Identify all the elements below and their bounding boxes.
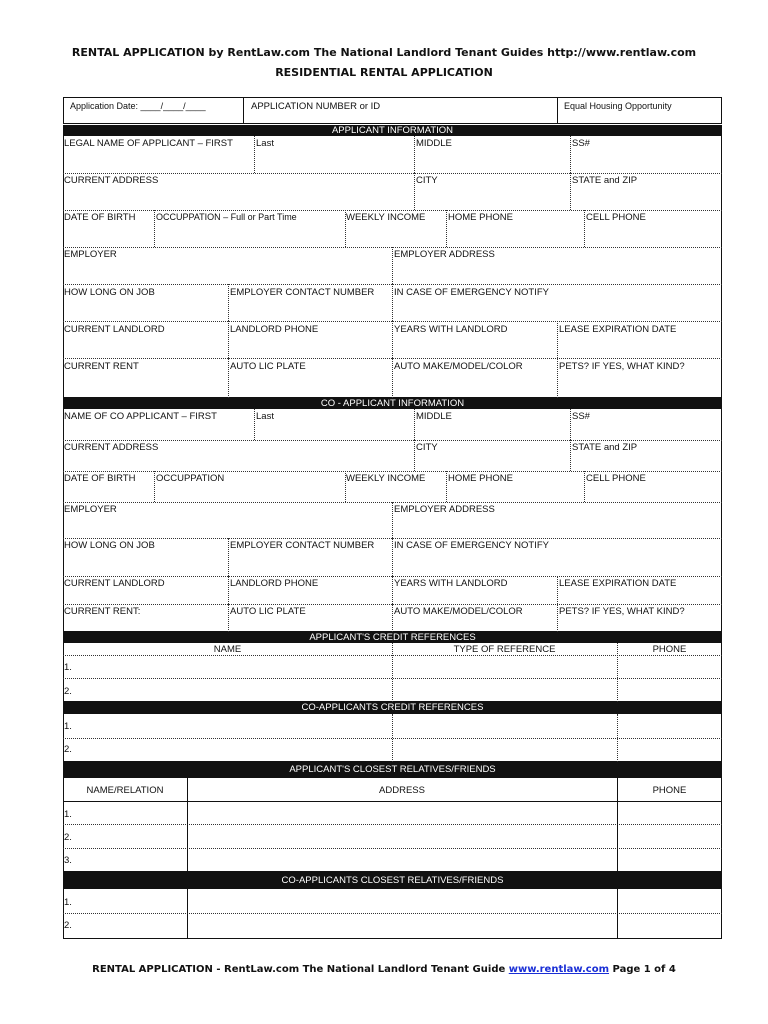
co-landlord-phone-field[interactable]: LANDLORD PHONE bbox=[230, 578, 319, 589]
document-subtitle: RESIDENTIAL RENTAL APPLICATION bbox=[275, 66, 493, 79]
cell-divider bbox=[392, 714, 393, 762]
co-auto-make-field[interactable]: AUTO MAKE/MODEL/COLOR bbox=[394, 606, 523, 617]
cell-divider bbox=[392, 247, 393, 284]
cell-divider bbox=[570, 136, 571, 173]
cell-divider bbox=[446, 471, 447, 502]
employer-address-field[interactable]: EMPLOYER ADDRESS bbox=[394, 249, 495, 260]
footer-page-number: Page 1 of 4 bbox=[612, 964, 676, 975]
landlord-phone-field[interactable]: LANDLORD PHONE bbox=[230, 324, 319, 335]
relative-row-1[interactable]: 1. bbox=[64, 809, 72, 820]
section-co-applicant-information: CO - APPLICANT INFORMATION bbox=[63, 398, 722, 409]
cell-divider bbox=[228, 358, 229, 398]
cell-divider bbox=[414, 173, 415, 210]
cell-divider bbox=[557, 604, 558, 632]
cell-divider bbox=[584, 210, 585, 247]
cell-divider bbox=[154, 471, 155, 502]
col-header-type: TYPE OF REFERENCE bbox=[453, 644, 556, 655]
row-separator bbox=[63, 440, 722, 441]
cell-divider bbox=[392, 284, 393, 321]
cell-divider bbox=[414, 136, 415, 173]
credit-ref-row-1[interactable]: 1. bbox=[64, 662, 72, 673]
how-long-on-job-field[interactable]: HOW LONG ON JOB bbox=[64, 287, 155, 298]
co-employer-contact-field[interactable]: EMPLOYER CONTACT NUMBER bbox=[230, 540, 375, 551]
relative-row-3[interactable]: 3. bbox=[64, 855, 72, 866]
cell-divider bbox=[228, 576, 229, 604]
cell-divider bbox=[392, 502, 393, 538]
cell-divider bbox=[228, 604, 229, 632]
co-relative-row-1[interactable]: 1. bbox=[64, 897, 72, 908]
cell-divider bbox=[570, 440, 571, 471]
cell-divider bbox=[557, 576, 558, 604]
row-separator bbox=[63, 913, 722, 914]
co-weekly-income-field[interactable]: WEEKLY INCOME bbox=[346, 473, 426, 484]
co-lease-expiration-field[interactable]: LEASE EXPIRATION DATE bbox=[559, 578, 677, 589]
section-applicant-information: APPLICANT INFORMATION bbox=[63, 125, 722, 136]
cell-divider bbox=[392, 604, 393, 632]
co-occupation-field[interactable]: OCCUPPATION bbox=[156, 473, 225, 484]
cell-divider bbox=[414, 409, 415, 440]
weekly-income-field[interactable]: WEEKLY INCOME bbox=[346, 212, 426, 223]
co-current-landlord-field[interactable]: CURRENT LANDLORD bbox=[64, 578, 165, 589]
co-relative-row-2[interactable]: 2. bbox=[64, 920, 72, 931]
cell-divider bbox=[557, 358, 558, 398]
col-header-phone: PHONE bbox=[652, 644, 687, 655]
col-header-name-relation: NAME/RELATION bbox=[86, 785, 164, 796]
co-years-with-landlord-field[interactable]: YEARS WITH LANDLORD bbox=[394, 578, 508, 589]
cell-divider bbox=[187, 889, 188, 939]
co-auto-plate-field[interactable]: AUTO LIC PLATE bbox=[230, 606, 306, 617]
employer-field[interactable]: EMPLOYER bbox=[64, 249, 117, 260]
cell-divider bbox=[392, 538, 393, 576]
lease-expiration-field[interactable]: LEASE EXPIRATION DATE bbox=[559, 324, 677, 335]
co-city-field[interactable]: CITY bbox=[416, 442, 438, 453]
pets-field[interactable]: PETS? IF YES, WHAT KIND? bbox=[559, 361, 685, 372]
co-credit-ref-row-2[interactable]: 2. bbox=[64, 744, 72, 755]
state-zip-field[interactable]: STATE and ZIP bbox=[572, 175, 638, 186]
co-ssn-field[interactable]: SS# bbox=[572, 411, 590, 422]
date-of-birth-field[interactable]: DATE OF BIRTH bbox=[64, 212, 136, 223]
col-header-address: ADDRESS bbox=[379, 785, 425, 796]
co-employer-address-field[interactable]: EMPLOYER ADDRESS bbox=[394, 504, 495, 515]
co-last-name-field[interactable]: Last bbox=[256, 411, 274, 422]
divider bbox=[557, 97, 558, 124]
footer-text: RENTAL APPLICATION - RentLaw.com The National Landlord Tenant Guide bbox=[92, 964, 506, 975]
cell-divider bbox=[254, 409, 255, 440]
current-address-field[interactable]: CURRENT ADDRESS bbox=[64, 175, 159, 186]
home-phone-field[interactable]: HOME PHONE bbox=[448, 212, 513, 223]
section-credit-references: APPLICANT'S CREDIT REFERENCES bbox=[63, 632, 722, 643]
section-co-credit-references: CO-APPLICANTS CREDIT REFERENCES bbox=[63, 702, 722, 714]
city-field[interactable]: CITY bbox=[416, 175, 438, 186]
occupation-field[interactable]: OCCUPPATION – Full or Part Time bbox=[156, 212, 297, 222]
cell-divider bbox=[617, 714, 618, 762]
footer-link[interactable]: www.rentlaw.com bbox=[508, 964, 610, 975]
current-landlord-field[interactable]: CURRENT LANDLORD bbox=[64, 324, 165, 335]
divider bbox=[243, 97, 244, 124]
cell-divider bbox=[557, 321, 558, 358]
auto-make-field[interactable]: AUTO MAKE/MODEL/COLOR bbox=[394, 361, 523, 372]
years-with-landlord-field[interactable]: YEARS WITH LANDLORD bbox=[394, 324, 508, 335]
document-title: RENTAL APPLICATION by RentLaw.com The National Landlord Tenant Guides http://www.rentlaw.com bbox=[71, 46, 697, 59]
credit-ref-row-2[interactable]: 2. bbox=[64, 686, 72, 697]
row-separator bbox=[63, 801, 722, 802]
cell-divider bbox=[254, 136, 255, 173]
cell-divider bbox=[392, 358, 393, 398]
row-separator bbox=[63, 471, 722, 472]
co-date-of-birth-field[interactable]: DATE OF BIRTH bbox=[64, 473, 136, 484]
co-home-phone-field[interactable]: HOME PHONE bbox=[448, 473, 513, 484]
cell-divider bbox=[446, 210, 447, 247]
co-credit-ref-row-1[interactable]: 1. bbox=[64, 721, 72, 732]
auto-plate-field[interactable]: AUTO LIC PLATE bbox=[230, 361, 306, 372]
co-cell-phone-field[interactable]: CELL PHONE bbox=[586, 473, 646, 484]
co-employer-field[interactable]: EMPLOYER bbox=[64, 504, 117, 515]
page-footer bbox=[0, 964, 768, 975]
cell-divider bbox=[392, 321, 393, 358]
cell-divider bbox=[392, 576, 393, 604]
last-name-field[interactable]: Last bbox=[256, 138, 274, 149]
cell-divider bbox=[570, 173, 571, 210]
row-separator bbox=[63, 210, 722, 211]
section-co-relatives: CO-APPLICANTS CLOSEST RELATIVES/FRIENDS bbox=[63, 872, 722, 889]
cell-divider bbox=[414, 440, 415, 471]
employer-contact-field[interactable]: EMPLOYER CONTACT NUMBER bbox=[230, 287, 375, 298]
legal-name-first-field[interactable]: LEGAL NAME OF APPLICANT – FIRST bbox=[64, 138, 233, 149]
cell-divider bbox=[154, 210, 155, 247]
co-name-first-field[interactable]: NAME OF CO APPLICANT – FIRST bbox=[64, 411, 217, 422]
co-current-rent-field[interactable]: CURRENT RENT: bbox=[64, 606, 141, 617]
co-middle-name-field[interactable]: MIDDLE bbox=[416, 411, 452, 422]
cell-divider bbox=[228, 284, 229, 321]
cell-divider bbox=[228, 538, 229, 576]
co-state-zip-field[interactable]: STATE and ZIP bbox=[572, 442, 638, 453]
current-rent-field[interactable]: CURRENT RENT bbox=[64, 361, 139, 372]
middle-name-field[interactable]: MIDDLE bbox=[416, 138, 452, 149]
cell-phone-field[interactable]: CELL PHONE bbox=[586, 212, 646, 223]
cell-divider bbox=[584, 471, 585, 502]
ssn-field[interactable]: SS# bbox=[572, 138, 590, 149]
cell-divider bbox=[228, 321, 229, 358]
row-separator bbox=[63, 824, 722, 825]
application-date-field[interactable]: Application Date: ____/____/____ bbox=[70, 101, 206, 111]
equal-housing-label: Equal Housing Opportunity bbox=[564, 101, 672, 111]
emergency-contact-field[interactable]: IN CASE OF EMERGENCY NOTIFY bbox=[394, 287, 550, 298]
co-pets-field[interactable]: PETS? IF YES, WHAT KIND? bbox=[559, 606, 685, 617]
section-relatives: APPLICANT'S CLOSEST RELATIVES/FRIENDS bbox=[63, 762, 722, 778]
row-separator bbox=[63, 848, 722, 849]
col-header-phone: PHONE bbox=[652, 785, 687, 796]
cell-divider bbox=[617, 889, 618, 939]
col-header-name: NAME bbox=[213, 644, 242, 655]
application-number-field[interactable]: APPLICATION NUMBER or ID bbox=[251, 101, 381, 112]
relative-row-2[interactable]: 2. bbox=[64, 832, 72, 843]
co-current-address-field[interactable]: CURRENT ADDRESS bbox=[64, 442, 159, 453]
co-emergency-contact-field[interactable]: IN CASE OF EMERGENCY NOTIFY bbox=[394, 540, 550, 551]
row-separator bbox=[63, 173, 722, 174]
co-how-long-on-job-field[interactable]: HOW LONG ON JOB bbox=[64, 540, 155, 551]
cell-divider bbox=[570, 409, 571, 440]
co-relatives-table bbox=[63, 889, 722, 939]
